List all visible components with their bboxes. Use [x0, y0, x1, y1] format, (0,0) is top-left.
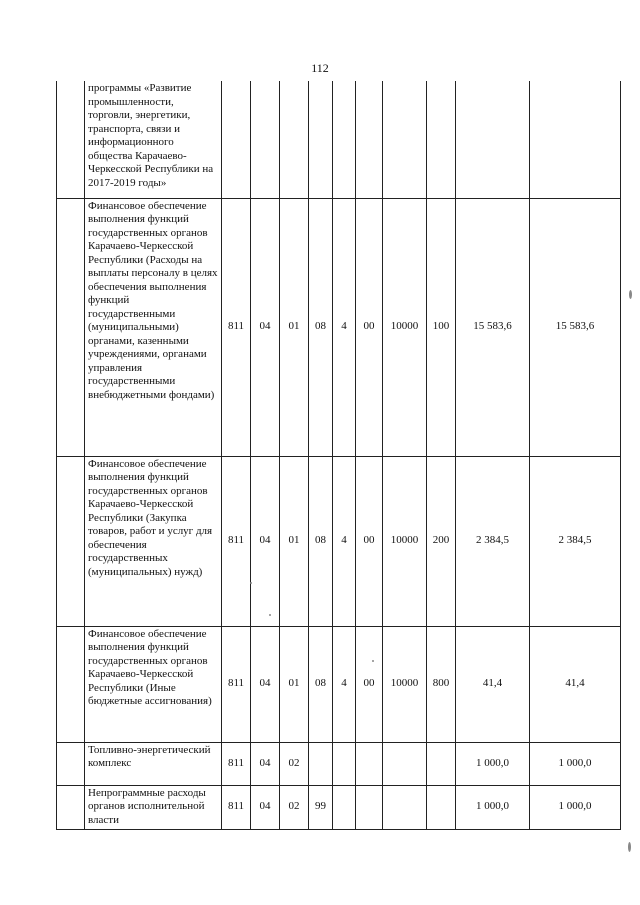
code-subsection: 02 [280, 785, 309, 829]
code-section: 04 [251, 785, 280, 829]
row-index-cell [57, 742, 85, 785]
amount-2: 1 000,0 [530, 785, 621, 829]
code-direction [383, 785, 427, 829]
code-event: 00 [356, 198, 383, 456]
code-expense-type [427, 785, 456, 829]
page-number: 112 [311, 61, 329, 75]
code-ministry: 811 [222, 456, 251, 626]
row-index-cell [57, 785, 85, 829]
amount-1: 41,4 [456, 626, 530, 742]
code-expense-type: 200 [427, 456, 456, 626]
amount-2: 2 384,5 [530, 456, 621, 626]
item-name: программы «Развитие промышленности, торговли, энергетики, транспорта, связи и информационного общества Карачаево-Черкесской Республики на 2017-2019 годы» [85, 81, 222, 198]
item-name: Топливно-энергетический комплекс [85, 742, 222, 785]
code-program: 08 [309, 198, 333, 456]
code-expense-type: 100 [427, 198, 456, 456]
code-subsection: 01 [280, 626, 309, 742]
amount-2: 41,4 [530, 626, 621, 742]
item-name: Непрограммные расходы органов исполнительной власти [85, 785, 222, 829]
code-subprogram [333, 81, 356, 198]
scan-speck [250, 582, 252, 584]
table-row [57, 785, 621, 829]
code-program: 08 [309, 456, 333, 626]
item-name: Финансовое обеспечение выполнения функций государственных органов Карачаево-Черкесской Республики (Иные бюджетные ассигнования) [85, 626, 222, 742]
code-ministry: 811 [222, 742, 251, 785]
code-direction: 10000 [383, 198, 427, 456]
table-row [57, 456, 621, 626]
scan-speck [628, 842, 631, 852]
amount-1: 2 384,5 [456, 456, 530, 626]
table-row [57, 198, 621, 456]
amount-2: 15 583,6 [530, 198, 621, 456]
code-program [309, 81, 333, 198]
code-subprogram [333, 785, 356, 829]
code-subprogram [333, 742, 356, 785]
code-ministry: 811 [222, 626, 251, 742]
table-row [57, 81, 621, 198]
code-ministry: 811 [222, 198, 251, 456]
code-subprogram: 4 [333, 456, 356, 626]
code-event [356, 81, 383, 198]
row-index-cell [57, 81, 85, 198]
scan-speck [372, 660, 374, 662]
code-ministry [222, 81, 251, 198]
amount-2: 1 000,0 [530, 742, 621, 785]
code-event: 00 [356, 626, 383, 742]
code-expense-type: 800 [427, 626, 456, 742]
code-direction: 10000 [383, 456, 427, 626]
amount-2 [530, 81, 621, 198]
amount-1 [456, 81, 530, 198]
scan-speck [629, 290, 632, 299]
code-subsection: 02 [280, 742, 309, 785]
budget-table [56, 81, 621, 830]
code-event: 00 [356, 456, 383, 626]
code-program [309, 742, 333, 785]
code-event [356, 785, 383, 829]
item-name: Финансовое обеспечение выполнения функций государственных органов Карачаево-Черкесской Республики (Закупка товаров, работ и услуг для обеспечения государственных (муниципальных) нужд) [85, 456, 222, 626]
code-section: 04 [251, 742, 280, 785]
row-index-cell [57, 456, 85, 626]
code-section [251, 81, 280, 198]
table-row [57, 742, 621, 785]
item-name: Финансовое обеспечение выполнения функций государственных органов Карачаево-Черкесской Республики (Расходы на выплаты персоналу в целях обеспечения выполнения функций государственными (муниципальными) органами, казенными учреждениями, органами управления государственными внебюджетными фондами) [85, 198, 222, 456]
code-program: 08 [309, 626, 333, 742]
code-subsection [280, 81, 309, 198]
table-row [57, 626, 621, 742]
code-subsection: 01 [280, 198, 309, 456]
code-direction [383, 81, 427, 198]
code-subsection: 01 [280, 456, 309, 626]
code-section: 04 [251, 198, 280, 456]
amount-1: 1 000,0 [456, 742, 530, 785]
amount-1: 1 000,0 [456, 785, 530, 829]
row-index-cell [57, 198, 85, 456]
code-program: 99 [309, 785, 333, 829]
code-section: 04 [251, 626, 280, 742]
code-subprogram: 4 [333, 198, 356, 456]
row-index-cell [57, 626, 85, 742]
code-direction: 10000 [383, 626, 427, 742]
scan-speck [269, 614, 271, 616]
code-ministry: 811 [222, 785, 251, 829]
code-expense-type [427, 81, 456, 198]
code-expense-type [427, 742, 456, 785]
amount-1: 15 583,6 [456, 198, 530, 456]
code-section: 04 [251, 456, 280, 626]
code-direction [383, 742, 427, 785]
code-subprogram: 4 [333, 626, 356, 742]
code-event [356, 742, 383, 785]
